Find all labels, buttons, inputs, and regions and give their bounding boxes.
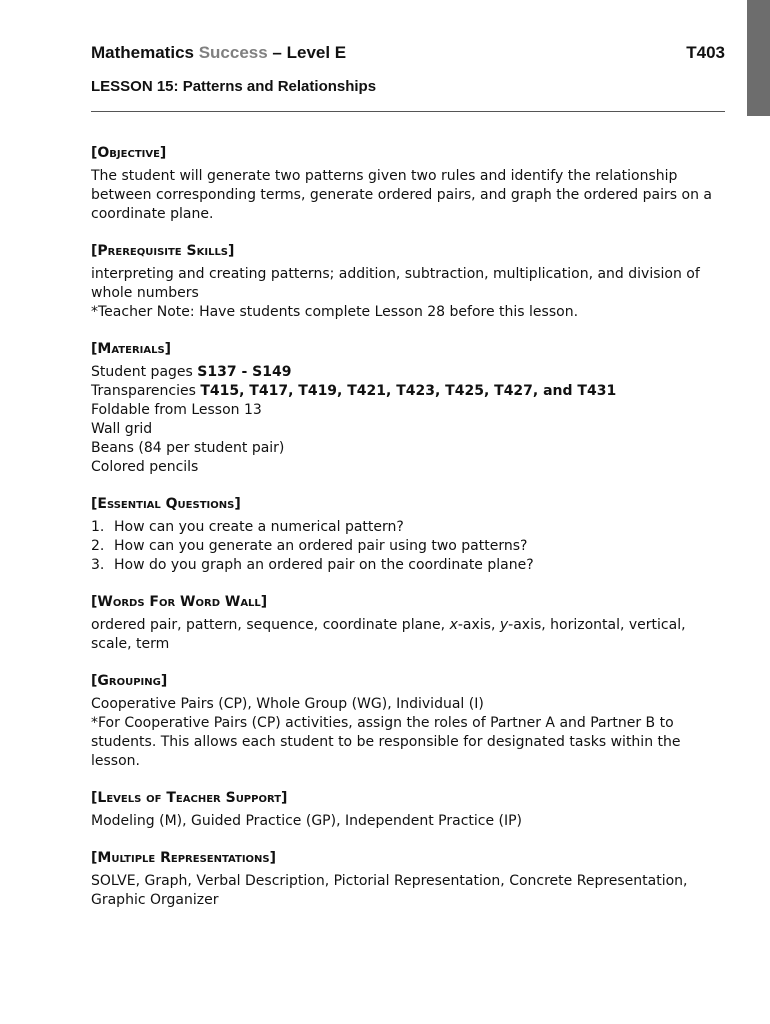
materials-item: Wall grid (91, 421, 153, 437)
list-item: 3. How do you graph an ordered pair on the coordinate plane? (91, 557, 534, 573)
word-wall-heading: [Words For Word Wall] (91, 594, 268, 610)
materials-item: Foldable from Lesson 13 (91, 402, 262, 418)
representations-section (91, 849, 725, 910)
page-header (91, 42, 725, 64)
grouping-note: *For Cooperative Pairs (CP) activities, assign the roles of Partner A and Partner B to students. This allows each student to be responsible for designated tasks within the lesson. (91, 715, 681, 769)
materials-section (91, 340, 725, 477)
grouping-text: Cooperative Pairs (CP), Whole Group (WG), Individual (I) (91, 696, 484, 712)
list-item: 2. How can you generate an ordered pair using two patterns? (91, 538, 528, 554)
series-title: Mathematics Success – Level E (91, 43, 347, 62)
representations-heading: [Multiple Representations] (91, 850, 277, 866)
teacher-support-heading: [Levels of Teacher Support] (91, 790, 288, 806)
word-wall-section (91, 593, 725, 654)
objective-heading: [Objective] (91, 145, 167, 161)
prerequisite-heading: [Prerequisite Skills] (91, 243, 235, 259)
prerequisite-text: interpreting and creating patterns; addition, subtraction, multiplication, and division of whole numbers (91, 266, 700, 301)
word-wall-text: ordered pair, pattern, sequence, coordinate plane, x-axis, y-axis, horizontal, vertical, scale, term (91, 617, 686, 652)
materials-student-pages: Student pages S137 - S149 (91, 364, 292, 380)
teacher-support-text: Modeling (M), Guided Practice (GP), Independent Practice (IP) (91, 813, 523, 829)
side-tab-marker (747, 0, 770, 116)
grouping-section (91, 672, 725, 771)
list-item: 1. How can you create a numerical pattern? (91, 519, 404, 535)
essential-questions-list (91, 518, 725, 575)
teacher-support-section (91, 789, 725, 831)
materials-heading: [Materials] (91, 341, 172, 357)
series-title-accent: Success (198, 43, 268, 62)
representations-text: SOLVE, Graph, Verbal Description, Pictorial Representation, Concrete Representation, Graphic Organizer (91, 873, 688, 908)
materials-item: Colored pencils (91, 459, 199, 475)
objective-section (91, 144, 725, 224)
lesson-title: LESSON 15: Patterns and Relationships (91, 78, 377, 95)
document-page (91, 42, 725, 910)
prerequisite-section (91, 242, 725, 322)
materials-item: Beans (84 per student pair) (91, 440, 285, 456)
page-number: T403 (686, 43, 725, 62)
grouping-heading: [Grouping] (91, 673, 168, 689)
essential-questions-section (91, 495, 725, 575)
prerequisite-note: *Teacher Note: Have students complete Lesson 28 before this lesson. (91, 304, 579, 320)
materials-transparencies: Transparencies T415, T417, T419, T421, T423, T425, T427, and T431 (91, 383, 617, 399)
essential-questions-heading: [Essential Questions] (91, 496, 241, 512)
objective-text: The student will generate two patterns given two rules and identify the relationship between corresponding terms, generate ordered pairs, and graph the ordered pairs on a coordinate plane. (91, 168, 712, 222)
